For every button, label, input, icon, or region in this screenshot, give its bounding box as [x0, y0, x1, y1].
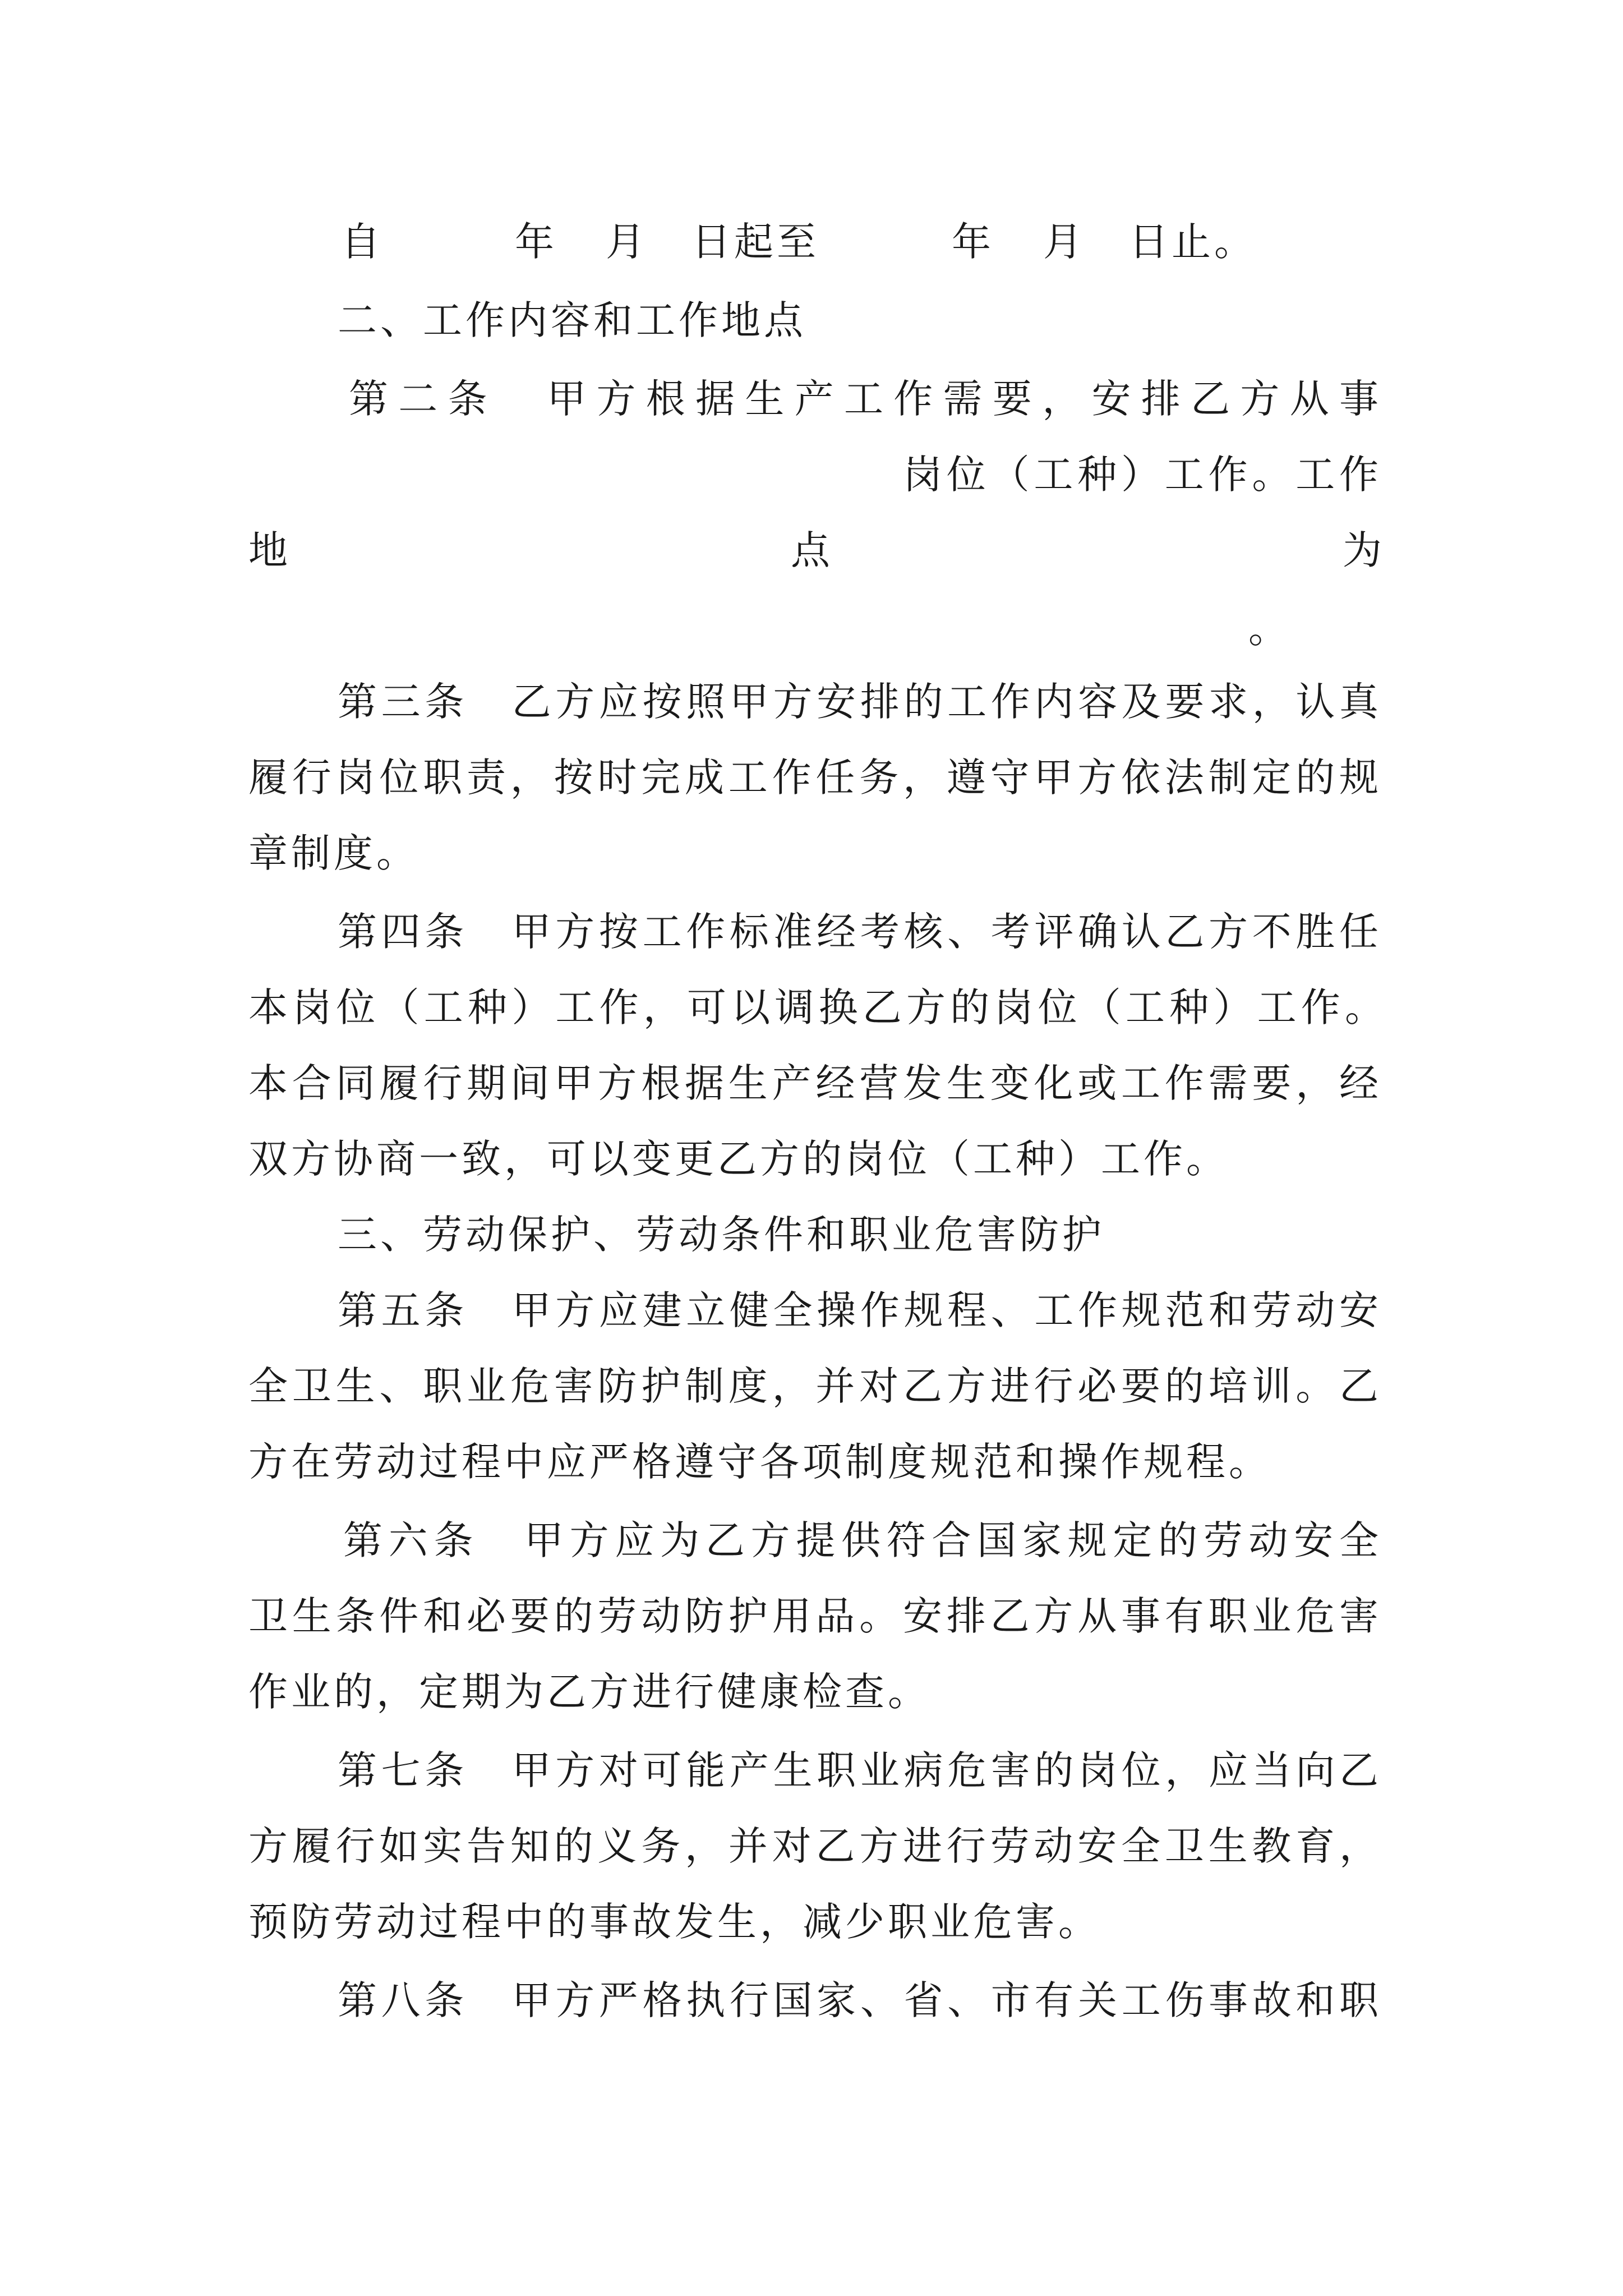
article-2-line-1: 第二条 甲方根据生产工作需要，安排乙方从事 — [349, 376, 1382, 422]
article-3-line-2: 履行岗位职责，按时完成工作任务，遵守甲方依法制定的规 — [248, 754, 1382, 800]
article-2-place-char-1: 地 — [248, 527, 288, 573]
article-6-line-3: 作业的，定期为乙方进行健康检查。 — [248, 1669, 930, 1715]
term-month-1: 月 — [606, 219, 645, 265]
term-year-2: 年 — [952, 219, 991, 265]
article-7-line-1: 第七条 甲方对可能产生职业病危害的岗位，应当向乙 — [338, 1747, 1382, 1793]
term-from-char: 自 — [341, 219, 380, 265]
term-month-2: 月 — [1043, 219, 1082, 265]
article-3-line-3: 章制度。 — [248, 830, 419, 876]
article-8-line-1: 第八条 甲方严格执行国家、省、市有关工伤事故和职 — [338, 1977, 1382, 2023]
article-2-line-2: 岗位（工种）工作。工作 — [903, 452, 1382, 498]
article-5-line-2: 全卫生、职业危害防护制度，并对乙方进行必要的培训。乙 — [248, 1363, 1382, 1409]
term-day-start: 日起至 — [691, 219, 819, 265]
article-4-line-3: 本合同履行期间甲方根据生产经营发生变化或工作需要，经 — [248, 1060, 1382, 1106]
article-7-line-3: 预防劳动过程中的事故发生，减少职业危害。 — [248, 1899, 1101, 1945]
section-heading-labor-protection: 三、劳动保护、劳动条件和职业危害防护 — [338, 1212, 1105, 1258]
article-4-line-4: 双方协商一致，可以变更乙方的岗位（工种）工作。 — [248, 1136, 1229, 1182]
article-7-line-2: 方履行如实告知的义务，并对乙方进行劳动安全卫生教育， — [248, 1823, 1382, 1869]
article-4-line-2: 本岗位（工种）工作，可以调换乙方的岗位（工种）工作。 — [248, 984, 1387, 1030]
article-2-end-mark: 。 — [1248, 606, 1288, 652]
article-6-line-2: 卫生条件和必要的劳动防护用品。安排乙方从事有职业危害 — [248, 1593, 1382, 1639]
term-day-end: 日止。 — [1129, 219, 1257, 265]
article-5-line-3: 方在劳动过程中应严格遵守各项制度规范和操作规程。 — [248, 1439, 1271, 1485]
article-3-line-1: 第三条 乙方应按照甲方安排的工作内容及要求，认真 — [338, 679, 1382, 725]
term-year-1: 年 — [515, 219, 554, 265]
article-2-place-char-2: 点 — [791, 527, 830, 573]
article-2-place-char-3: 为 — [1343, 527, 1382, 573]
article-4-line-1: 第四条 甲方按工作标准经考核、考评确认乙方不胜任 — [338, 909, 1382, 955]
article-6-line-1: 第六条 甲方应为乙方提供符合国家规定的劳动安全 — [343, 1517, 1382, 1563]
section-heading-work-content: 二、工作内容和工作地点 — [338, 297, 806, 343]
article-5-line-1: 第五条 甲方应建立健全操作规程、工作规范和劳动安 — [338, 1287, 1382, 1333]
